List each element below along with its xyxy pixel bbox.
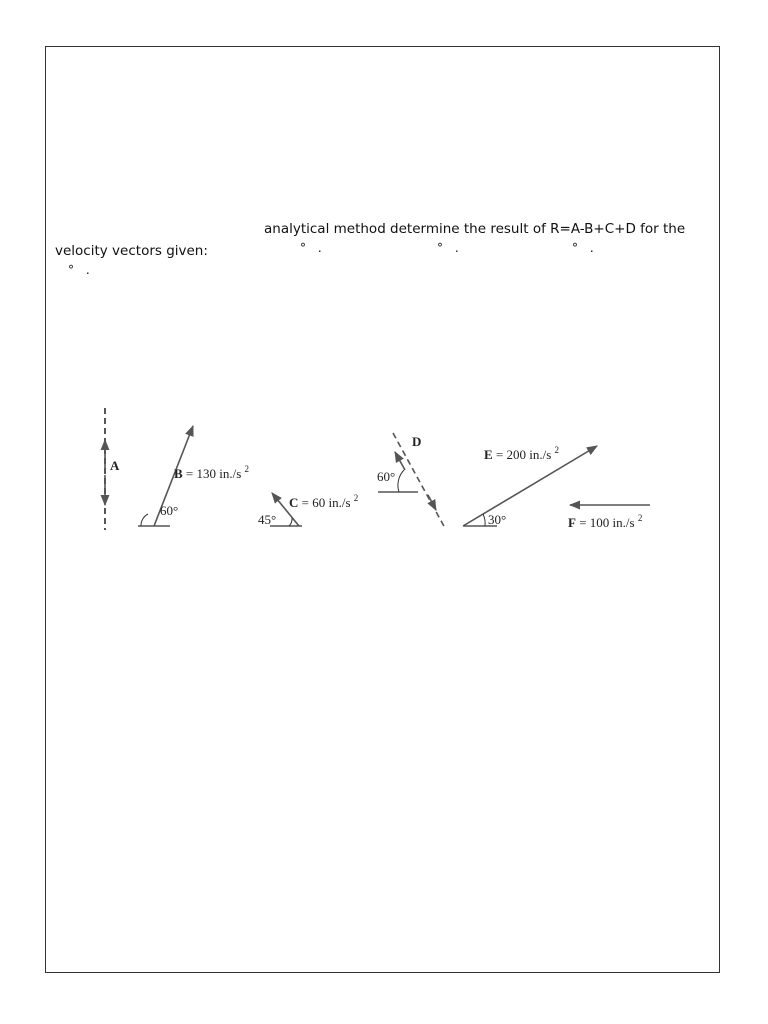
vector-b-value: = 130 in./s: [185, 466, 242, 481]
vector-c-angle: 45°: [258, 512, 277, 527]
vector-e-value: = 200 in./s: [495, 447, 552, 462]
vector-a-label: A: [110, 458, 120, 473]
vector-e-label: E: [484, 447, 493, 462]
vector-b-label: B: [174, 466, 183, 481]
vector-c-label: C: [289, 495, 299, 510]
vector-f-label: F: [568, 515, 576, 530]
degree-mark-4: ° .: [68, 263, 94, 277]
vector-e-exponent: 2: [554, 445, 560, 455]
vector-d-angle: 60°: [377, 469, 396, 484]
vector-b-text: [174, 464, 249, 481]
vector-a: [105, 408, 120, 530]
vector-b-exponent: 2: [244, 464, 250, 474]
vector-c-value: = 60 in./s: [301, 495, 351, 510]
degree-mark-2: ° .: [437, 241, 463, 255]
vector-f-exponent: 2: [637, 513, 643, 523]
degree-mark-3: ° .: [572, 241, 598, 255]
vector-e-angle: 30°: [488, 512, 507, 527]
vector-f-text: [568, 513, 642, 530]
degree-mark-1: ° .: [300, 241, 326, 255]
vector-c-text: [289, 493, 358, 510]
problem-text-line-1: analytical method determine the result of R=A-B+C+D for the: [264, 221, 686, 237]
vector-c-exponent: 2: [353, 493, 359, 503]
vector-f: [568, 505, 650, 530]
vector-f-value: = 100 in./s: [579, 515, 635, 530]
vector-c: [258, 493, 358, 527]
vector-d: [377, 433, 445, 528]
vector-b: [138, 426, 249, 526]
problem-text-line-2: velocity vectors given:: [55, 243, 208, 259]
vector-e-text: [484, 445, 559, 462]
vector-d-label: D: [412, 434, 422, 449]
vector-b-angle: 60°: [160, 503, 179, 518]
